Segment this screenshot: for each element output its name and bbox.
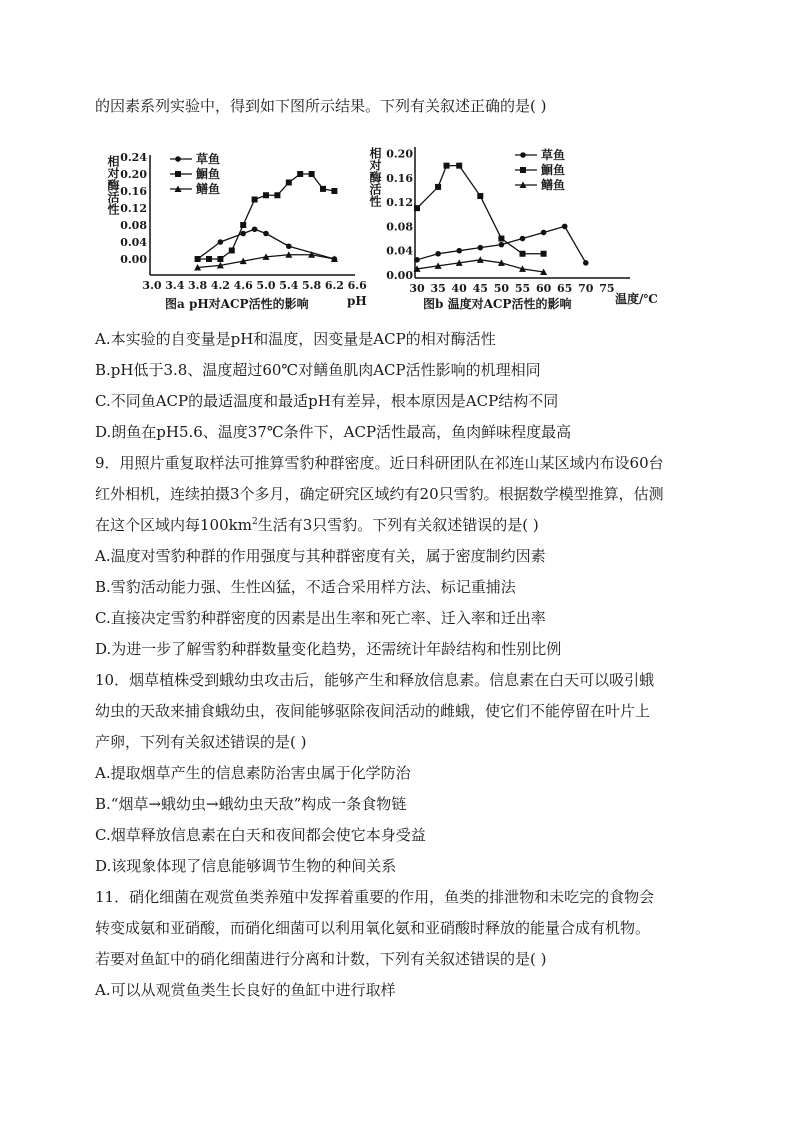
chart-a-legend-marker [175, 156, 181, 162]
chart-a-legend-marker [175, 171, 181, 177]
chart-b-x-tick-label: 50 [493, 282, 510, 295]
q10-option-b: B.“烟草→蛾幼虫→蛾幼虫天敌”构成一条食物链 [95, 795, 407, 813]
chart-b-data-point [499, 242, 505, 248]
chart-a-data-point [331, 188, 337, 194]
chart-b-data-point [435, 184, 441, 190]
chart-b-y-tick-label: 0.12 [386, 196, 413, 210]
chart-b-data-point [498, 236, 504, 242]
chart-b-legend-label: 草鱼 [541, 148, 566, 162]
chart-b-x-tick-label: 35 [430, 282, 446, 295]
chart-a-y-tick-label: 0.12 [120, 202, 147, 215]
chart-a-x-tick-label: 5.8 [302, 279, 322, 292]
chart-a-data-point [252, 197, 258, 203]
q10-option-c: C.烟草释放信息素在白天和夜间都会使它本身受益 [95, 826, 426, 844]
chart-a-y-tick-label: 0.16 [120, 185, 147, 198]
option-a: A.本实验的自变量是pH和温度，因变量是ACP的相对酶活性 [95, 330, 496, 348]
chart-a-y-tick-label: 0.20 [120, 168, 147, 181]
chart-a-y-tick-label: 0.00 [120, 253, 147, 266]
chart-a-legend-label: 鮰鱼 [196, 167, 221, 181]
option-c: C.不同鱼ACP的最适温度和最适pH有差异，根本原因是ACP结构不同 [95, 392, 559, 410]
chart-b-data-point [456, 163, 462, 169]
chart-b-x-tick-label: 65 [557, 282, 573, 295]
chart-a-data-point [218, 239, 224, 245]
chart-a-x-tick-label: 3.8 [188, 279, 208, 292]
chart-b-x-tick-label: 60 [535, 282, 552, 295]
intro-text: 的因素系列实验中，得到如下图所示结果。下列有关叙述正确的是( ) [95, 97, 547, 115]
chart-b-legend-marker [520, 152, 526, 158]
question-10-line-1: 10．烟草植株受到蛾幼虫攻击后，能够产生和释放信息素。信息素在白天可以吸引蛾 [95, 671, 655, 689]
chart-a-data-point [240, 231, 246, 237]
question-10-line-2: 幼虫的天敌来捕食蛾幼虫，夜间能够驱除夜间活动的雌蛾，使它们不能停留在叶片上 [95, 702, 651, 720]
chart-a-caption: 图a pH对ACP活性的影响 [165, 297, 309, 311]
q9-option-b: B.雪豹活动能力强、生性凶猛，不适合采用样方法、标记重捕法 [95, 578, 516, 596]
question-9-line-1: 9．用照片重复取样法可推算雪豹种群密度。近日科研团队在祁连山某区域内布设60台 [95, 454, 664, 472]
q10-option-d: D.该现象体现了信息能够调节生物的种间关系 [95, 857, 397, 875]
chart-a-x-tick-label: 3.0 [142, 279, 162, 292]
chart-a-legend-label: 草鱼 [196, 152, 221, 166]
chart-b-y-tick-label: 0.00 [386, 269, 413, 282]
chart-b-data-point [414, 257, 420, 263]
chart-b-data-point [478, 245, 484, 251]
chart-b-x-label: 温度/℃ [615, 292, 658, 306]
chart-b-x-tick-label: 40 [451, 282, 467, 295]
chart-a-data-point [320, 186, 326, 192]
chart-b-x-tick-label: 55 [514, 282, 531, 295]
chart-b-x-tick-label: 45 [472, 282, 488, 295]
chart-b-series-line [417, 166, 544, 254]
q9-option-d: D.为进一步了解雪豹种群数量变化趋势，还需统计年龄结构和性别比例 [95, 640, 562, 658]
chart-b-y-tick-label: 0.04 [386, 244, 413, 258]
chart-b-data-point [456, 248, 462, 254]
q11-option-a: A.可以从观赏鱼类生长良好的鱼缸中进行取样 [95, 981, 396, 999]
question-10-line-3: 产卵，下列有关叙述错误的是( ) [95, 733, 307, 751]
chart-b-data-point [477, 193, 483, 199]
chart-a-x-tick-label: 6.2 [324, 279, 344, 292]
question-9-line-3: 在这个区域内每$100km^2$生活有3只雪豹。下列有关叙述错误的是( ) [95, 516, 539, 534]
option-d: D.朗鱼在pH5.6、温度37℃条件下，ACP活性最高，鱼肉鲜味程度最高 [95, 423, 572, 441]
chart-b-y-tick-label: 0.20 [386, 147, 413, 161]
chart-b-legend-label: 鮰鱼 [541, 163, 566, 177]
chart-a-y-tick-label: 0.04 [120, 236, 147, 249]
chart-a-x-tick-label: 5.0 [256, 279, 276, 292]
chart-b-data-point [583, 260, 589, 266]
chart-b-x-tick-label: 75 [599, 282, 615, 295]
question-11-line-3: 若要对鱼缸中的硝化细菌进行分离和计数，下列有关叙述错误的是( ) [95, 950, 547, 968]
chart-a-data-point [286, 243, 292, 249]
chart-a-data-point [229, 248, 235, 254]
chart-a-data-point [206, 256, 212, 262]
figure-charts [95, 135, 695, 320]
chart-a-data-point [252, 226, 258, 232]
question-11-line-1: 11．硝化细菌在观赏鱼类养殖中发挥着重要的作用，鱼类的排泄物和未吃完的食物会 [95, 888, 655, 906]
chart-b-data-point [520, 251, 526, 257]
q10-option-a: A.提取烟草产生的信息素防治害虫属于化学防治 [95, 764, 411, 782]
chart-a-data-point [286, 180, 292, 186]
chart-b-y-tick-label: 0.16 [386, 171, 413, 185]
option-b: B.pH低于3.8、温度超过60℃对鳝鱼肌肉ACP活性影响的机理相同 [95, 361, 541, 379]
chart-b-data-point [444, 163, 450, 169]
chart-b-data-point [520, 236, 526, 242]
chart-a-x-tick-label: 3.4 [165, 279, 185, 292]
chart-a-y-tick-label: 0.24 [120, 151, 147, 164]
question-11-line-2: 转变成氨和亚硝酸，而硝化细菌可以利用氧化氨和亚硝酸时释放的能量合成有机物。 [95, 919, 651, 937]
chart-a-data-point [263, 192, 269, 198]
chart-b-data-point [541, 230, 547, 236]
chart-b-x-tick-label: 70 [578, 282, 594, 295]
chart-a-y-label: 相对酶活性 [106, 155, 120, 215]
chart-b-legend-label: 鳝鱼 [541, 178, 566, 192]
chart-a-data-point [263, 231, 269, 237]
chart-b-data-point [435, 251, 441, 257]
chart-a-x-tick-label: 4.6 [233, 279, 253, 292]
chart-b-x-tick-label: 30 [409, 282, 425, 295]
question-9-line-2: 红外相机，连续拍摄3个多月，确定研究区域约有20只雪豹。根据数学模型推算，估测 [95, 485, 664, 503]
chart-b-data-point [541, 251, 547, 257]
chart-b-y-label: 相对酶活性 [368, 147, 382, 207]
chart-a-data-point [195, 256, 201, 262]
chart-a-y-tick-label: 0.08 [120, 219, 147, 232]
chart-a-x-tick-label: 5.4 [279, 279, 299, 292]
chart-a-x-label: pH [347, 294, 367, 308]
q9-option-a: A.温度对雪豹种群的作用强度与其种群密度有关，属于密度制约因素 [95, 547, 546, 565]
chart-b-data-point [414, 205, 420, 211]
chart-a-legend-label: 鳝鱼 [196, 182, 221, 196]
chart-a-data-point [309, 171, 315, 177]
chart-b-data-point [562, 224, 568, 230]
chart-a-data-point [297, 171, 303, 177]
chart-a-data-point [217, 256, 223, 262]
chart-a-data-point [274, 192, 280, 198]
chart-a-data-point [240, 222, 246, 228]
chart-a-x-tick-label: 4.2 [210, 279, 230, 292]
q9-option-c: C.直接决定雪豹种群密度的因素是出生率和死亡率、迁入率和迁出率 [95, 609, 546, 627]
chart-b-legend-marker [520, 167, 526, 173]
chart-b-caption: 图b 温度对ACP活性的影响 [423, 297, 572, 311]
chart-b-y-tick-label: 0.08 [386, 220, 413, 234]
chart-a-x-tick-label: 6.6 [347, 279, 367, 292]
